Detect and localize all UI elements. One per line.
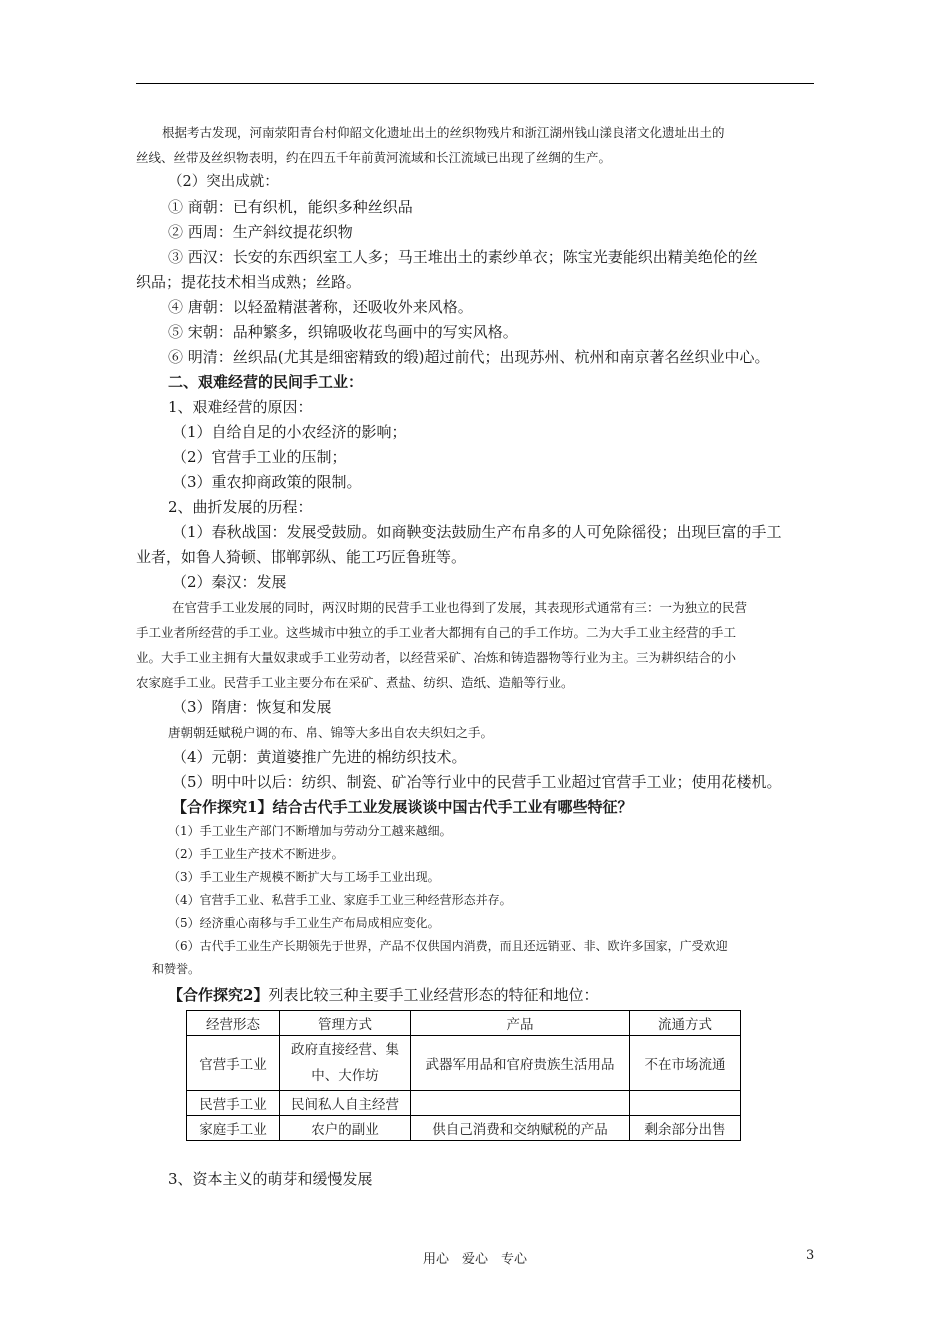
paragraph-line: 手工业者所经营的手工业。这些城市中独立的手工业者大都拥有自己的手工作坊。二为大手工业主经营的手工 — [136, 625, 737, 640]
section-text: 列表比较三种主要手工业经营形态的特征和地位： — [268, 986, 599, 1004]
paragraph-line: 业。大手工业主拥有大量奴隶或手工业劳动者，以经营采矿、冶炼和铸造器物等行业为主。三为耕织结合的小 — [136, 650, 737, 665]
paragraph-line: ① 商朝：已有织机，能织多种丝织品 — [168, 198, 413, 216]
paragraph-line: （4）官营手工业、私营手工业、家庭手工业三种经营形态并存。 — [168, 893, 512, 907]
paragraph-line: 二、艰难经营的民间手工业： — [168, 373, 364, 391]
paragraph-line: ⑤ 宋朝：品种繁多，织锦吸收花鸟画中的写实风格。 — [168, 323, 518, 341]
table-cell: 家庭手工业 — [187, 1116, 280, 1141]
paragraph-line: ④ 唐朝：以轻盈精湛著称，还吸收外来风格。 — [168, 298, 473, 316]
table-cell: 民间私人自主经营 — [280, 1091, 411, 1116]
table-cell — [411, 1091, 630, 1116]
paragraph-line: ② 西周：生产斜纹提花织物 — [168, 223, 353, 241]
paragraph-line: 根据考古发现，河南荥阳青台村仰韶文化遗址出土的丝织物残片和浙江湖州钱山漾良渚文化遗址出土的 — [162, 125, 725, 140]
table-header-cell: 经营形态 — [187, 1011, 280, 1036]
document-body — [136, 120, 816, 1192]
paragraph-line: 2、曲折发展的历程： — [168, 498, 313, 516]
paragraph-line: 唐朝朝廷赋税户调的布、帛、锦等大多出自农夫织妇之手。 — [168, 725, 494, 740]
paragraph-line: 和赞誉。 — [152, 962, 201, 976]
table-cell: 官营手工业 — [187, 1036, 280, 1091]
table-cell: 武器军用品和官府贵族生活用品 — [411, 1036, 630, 1091]
paragraph-line: （3）手工业生产规模不断扩大与工场手工业出现。 — [168, 870, 440, 884]
table-header-cell: 流通方式 — [630, 1011, 741, 1036]
paragraph-line: （1）自给自足的小农经济的影响； — [172, 423, 407, 441]
paragraph-line: （3）隋唐：恢复和发展 — [172, 698, 332, 716]
comparison-table — [186, 1010, 741, 1141]
paragraph-line: （5）明中叶以后：纺织、制瓷、矿冶等行业中的民营手工业超过官营手工业；使用花楼机。 — [172, 773, 782, 791]
paragraph-line: ⑥ 明清：丝织品(尤其是细密精致的缎)超过前代；出现苏州、杭州和南京著名丝织业中心。 — [168, 348, 770, 366]
table-cell: 农户的副业 — [280, 1116, 411, 1141]
next-section-heading: 3、资本主义的萌芽和缓慢发展 — [168, 1170, 373, 1188]
table-header-row — [187, 1011, 741, 1036]
table-cell — [630, 1091, 741, 1116]
paragraph-line: （2）官营手工业的压制； — [172, 448, 347, 466]
paragraph-line: 1、艰难经营的原因： — [168, 398, 313, 416]
table-row — [187, 1091, 741, 1116]
paragraph-line: （1）手工业生产部门不断增加与劳动分工越来越细。 — [168, 824, 452, 838]
paragraph-list — [136, 120, 816, 981]
paragraph-line: 在官营手工业发展的同时，两汉时期的民营手工业也得到了发展，其表现形式通常有三：一为独立的民营 — [172, 600, 748, 615]
paragraph-line: （2）手工业生产技术不断进步。 — [168, 847, 344, 861]
table-header-cell: 管理方式 — [280, 1011, 411, 1036]
table-cell: 剩余部分出售 — [630, 1116, 741, 1141]
paragraph-line: 农家庭手工业。民营手工业主要分布在采矿、煮盐、纺织、造纸、造船等行业。 — [136, 675, 574, 690]
table-row — [187, 1116, 741, 1141]
paragraph-line: （1）春秋战国：发展受鼓励。如商鞅变法鼓励生产布帛多的人可免除徭役；出现巨富的手工 — [172, 523, 782, 541]
paragraph-line: 丝线、丝带及丝织物表明，约在四五千年前黄河流域和长江流域已出现了丝绸的生产。 — [136, 150, 612, 165]
header-rule — [136, 83, 814, 84]
paragraph-line: （6）古代手工业生产长期领先于世界，产品不仅供国内消费，而且还远销亚、非、欧许多国家，广受欢迎 — [168, 939, 728, 953]
section-label: 【合作探究2】 — [168, 986, 269, 1004]
table-header-cell: 产品 — [411, 1011, 630, 1036]
paragraph-line: ③ 西汉：长安的东西织室工人多；马王堆出土的素纱单衣；陈宝光妻能织出精美绝伦的丝 — [168, 248, 758, 266]
paragraph-line: （2）突出成就： — [168, 174, 279, 190]
table-row — [187, 1036, 741, 1091]
paragraph-line: （4）元朝：黄道婆推广先进的棉纺织技术。 — [172, 748, 467, 766]
table-cell: 民营手工业 — [187, 1091, 280, 1116]
page-footer: 用心 爱心 专心 — [422, 1252, 527, 1267]
page-number: 3 — [806, 1248, 815, 1263]
section-heading-2 — [136, 983, 816, 1008]
paragraph-line: 【合作探究1】结合古代手工业发展谈谈中国古代手工业有哪些特征？ — [172, 798, 633, 816]
paragraph-line: 业者，如鲁人猗顿、邯郸郭纵、能工巧匠鲁班等。 — [136, 548, 467, 566]
paragraph-line: （5）经济重心南移与手工业生产布局成相应变化。 — [168, 916, 440, 930]
paragraph-line: （3）重农抑商政策的限制。 — [172, 473, 362, 491]
paragraph-line: （2）秦汉：发展 — [172, 573, 287, 591]
paragraph-line: 织品；提花技术相当成熟；丝路。 — [136, 273, 362, 291]
table-cell: 供自己消费和交纳赋税的产品 — [411, 1116, 630, 1141]
table-cell: 政府直接经营、集中、大作坊 — [280, 1036, 411, 1091]
table-cell: 不在市场流通 — [630, 1036, 741, 1091]
